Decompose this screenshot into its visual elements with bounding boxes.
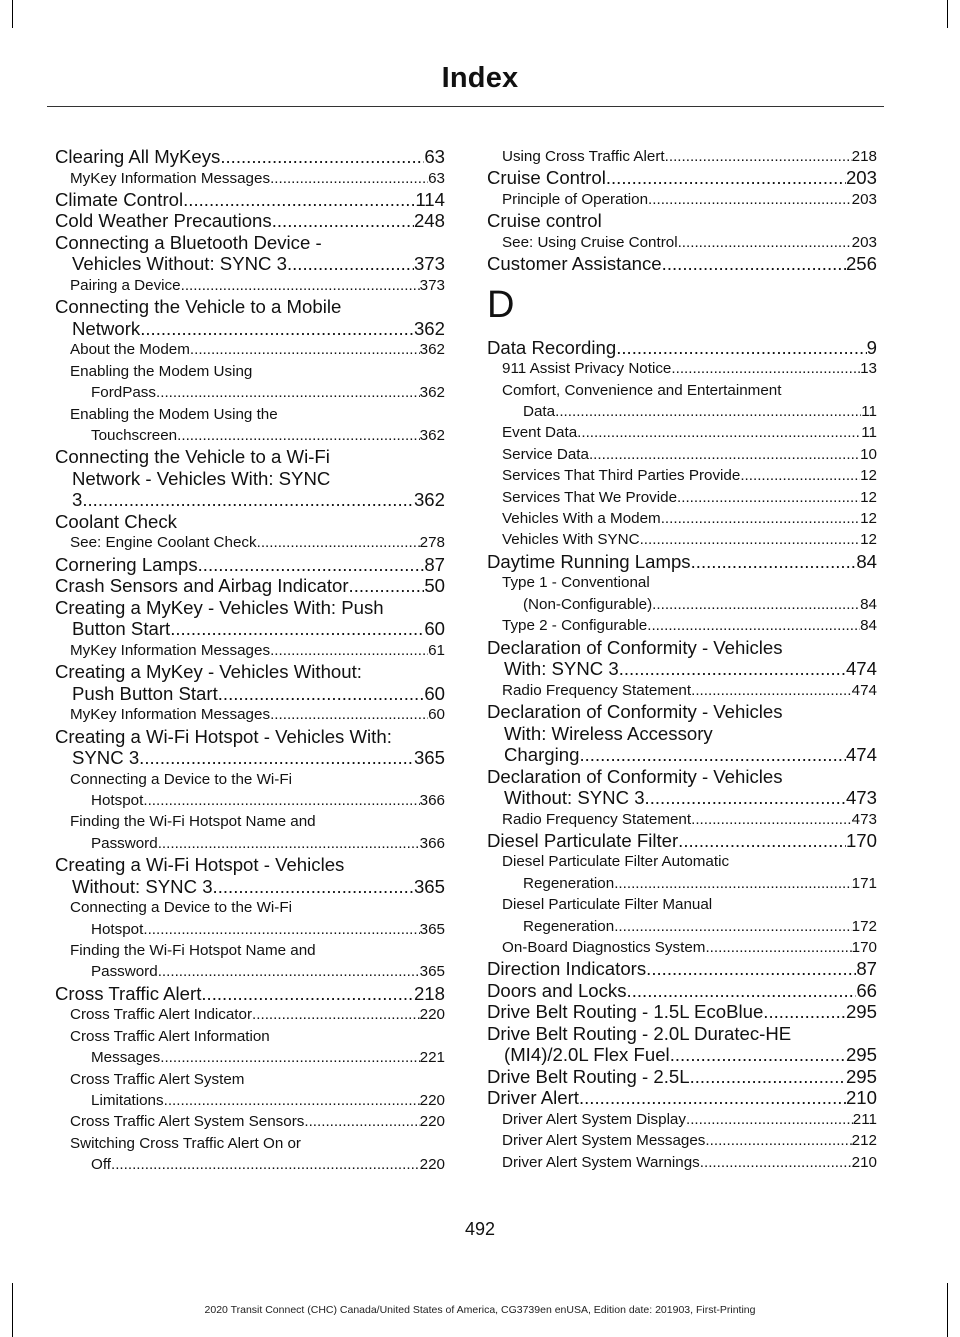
- entry-text-line: Comfort, Convenience and Entertainment: [502, 381, 782, 399]
- dot-leader: [616, 337, 866, 359]
- index-subentry: [487, 680, 877, 701]
- index-entry: [487, 980, 877, 1002]
- index-entry: [55, 854, 445, 897]
- index-subentry: [487, 444, 877, 465]
- index-entry: [55, 661, 445, 704]
- index-column-left: [55, 146, 445, 1176]
- page-reference: 10: [860, 445, 877, 463]
- dot-leader: [177, 425, 420, 446]
- entry-text-line: With: Wireless Accessory: [504, 722, 713, 744]
- entry-text-line: Diesel Particulate Filter: [487, 829, 679, 851]
- entry-text-line: Regeneration: [523, 874, 615, 892]
- page-reference: 256: [845, 253, 877, 275]
- page-reference: 220: [419, 1113, 445, 1131]
- entry-text-line: Declaration of Conformity - Vehicles: [487, 701, 783, 722]
- index-entry: [487, 167, 877, 189]
- entry-text-line: Hotspot: [91, 791, 144, 809]
- entry-text-line: Cross Traffic Alert Indicator: [70, 1006, 253, 1024]
- dot-leader: [143, 919, 419, 940]
- index-subentry: [55, 168, 445, 189]
- dot-leader: [678, 232, 852, 253]
- entry-text-line: Radio Frequency Statement: [502, 681, 692, 699]
- entry-text-line: Driver Alert System Messages: [502, 1132, 706, 1150]
- header-rule: [47, 106, 884, 107]
- page-reference: 295: [845, 1001, 877, 1023]
- page-reference: 220: [419, 1156, 445, 1174]
- page-reference: 218: [851, 148, 877, 165]
- page-reference: 203: [845, 167, 877, 189]
- dot-leader: [763, 1001, 846, 1023]
- page-reference: 61: [428, 641, 445, 659]
- dot-leader: [705, 937, 851, 958]
- entry-text-line: Type 2 - Configurable: [502, 617, 648, 635]
- entry-text-line: Cross Traffic Alert Information: [70, 1027, 270, 1045]
- dot-leader: [287, 253, 414, 275]
- page-reference: 366: [419, 791, 445, 809]
- page-reference: 474: [851, 681, 877, 699]
- dot-leader: [160, 1047, 419, 1068]
- entry-text-line: Connecting a Device to the Wi-Fi: [70, 899, 292, 917]
- page-reference: 366: [419, 834, 445, 852]
- index-subentry: [55, 1111, 445, 1132]
- index-entry: [487, 1023, 877, 1066]
- entry-text-line: Radio Frequency Statement: [502, 810, 692, 828]
- entry-text-line: Password: [91, 834, 158, 852]
- entry-text-line: Pairing a Device: [70, 276, 181, 294]
- dot-leader: [140, 318, 414, 340]
- entry-text-line: Crash Sensors and Airbag Indicator: [55, 575, 349, 597]
- page-reference: 220: [419, 1091, 445, 1109]
- page-reference: 84: [860, 595, 877, 613]
- page-reference: 473: [845, 787, 877, 808]
- index-entry: [55, 189, 445, 211]
- entry-text-line: 911 Assist Privacy Notice: [502, 360, 672, 378]
- page-title: Index: [441, 62, 519, 94]
- page-reference: 210: [845, 1087, 877, 1109]
- page-reference: 11: [861, 424, 877, 442]
- index-subentry: [55, 640, 445, 661]
- index-entry: [487, 1001, 877, 1023]
- entry-text-line: Cross Traffic Alert System Sensors: [70, 1113, 305, 1131]
- entry-text-line: MyKey Information Messages: [70, 169, 271, 187]
- dot-leader: [82, 489, 414, 511]
- dot-leader: [143, 790, 419, 811]
- entry-text-line: Vehicles With SYNC: [502, 531, 640, 549]
- dot-leader: [691, 809, 852, 830]
- index-subentry: [487, 487, 877, 508]
- page-reference: 373: [419, 276, 445, 294]
- page-reference: 218: [413, 982, 445, 1004]
- entry-text-line: On-Board Diagnostics System: [502, 939, 706, 957]
- index-entry: [55, 554, 445, 576]
- entry-text-line: Cornering Lamps: [55, 553, 198, 575]
- index-section-letter: D: [487, 283, 515, 326]
- dot-leader: [198, 554, 425, 576]
- entry-text-line: Services That We Provide: [502, 488, 678, 506]
- dot-leader: [158, 833, 420, 854]
- entry-text-line: Push Button Start: [72, 682, 218, 704]
- entry-text-line: Connecting a Bluetooth Device -: [55, 231, 322, 253]
- entry-text-line: Customer Assistance: [487, 253, 662, 275]
- dot-leader: [691, 551, 857, 573]
- page-reference: 171: [851, 874, 877, 892]
- index-entry: [55, 296, 445, 339]
- dot-leader: [252, 1004, 420, 1025]
- dot-leader: [619, 658, 846, 680]
- dot-leader: [648, 189, 852, 210]
- dot-leader: [589, 444, 860, 465]
- index-subentry: [487, 465, 877, 486]
- page-reference: 170: [851, 939, 877, 957]
- index-subentry: [487, 894, 877, 937]
- entry-text-line: Limitations: [91, 1091, 164, 1109]
- index-subentry: [487, 232, 877, 253]
- entry-text-line: Data Recording: [487, 336, 617, 358]
- page-reference: 63: [424, 146, 445, 167]
- entry-text-line: Regeneration: [523, 917, 615, 935]
- dot-leader: [665, 146, 852, 167]
- entry-text-line: Diesel Particulate Filter Manual: [502, 896, 713, 914]
- entry-text-line: Creating a Wi-Fi Hotspot - Vehicles With:: [55, 725, 392, 747]
- dot-leader: [690, 1066, 846, 1088]
- entry-text-line: Finding the Wi-Fi Hotspot Name and: [70, 813, 316, 831]
- page-reference: 9: [866, 336, 877, 358]
- page-reference: 365: [419, 963, 445, 981]
- index-subentry: [55, 361, 445, 404]
- entry-text-line: Cross Traffic Alert System: [70, 1070, 245, 1088]
- page-reference: 278: [419, 534, 445, 552]
- entry-text-line: FordPass: [91, 384, 156, 402]
- index-column-right: [487, 146, 877, 1173]
- entry-text-line: SYNC 3: [72, 747, 140, 769]
- entry-text-line: MyKey Information Messages: [70, 706, 271, 724]
- entry-text-line: Enabling the Modem Using: [70, 362, 253, 380]
- page-reference: 211: [852, 1110, 877, 1128]
- index-subentry: [487, 572, 877, 615]
- footer-edition-info: 2020 Transit Connect (CHC) Canada/United States of America, CG3739en enUSA, Edition date: 201903, First-Printing: [204, 1304, 756, 1316]
- dot-leader: [183, 189, 415, 211]
- dot-leader: [670, 1044, 846, 1066]
- entry-text-line: Cold Weather Precautions: [55, 210, 272, 232]
- entry-text-line: Using Cross Traffic Alert: [502, 148, 665, 165]
- page-reference: 203: [851, 190, 877, 208]
- entry-text-line: About the Modem: [70, 341, 190, 359]
- index-entry: [55, 146, 445, 168]
- index-subentry: [55, 897, 445, 940]
- index-subentry: [55, 811, 445, 854]
- dot-leader: [270, 704, 428, 725]
- dot-leader: [579, 744, 846, 766]
- entry-text-line: See: Using Cruise Control: [502, 233, 678, 251]
- entry-text-line: Drive Belt Routing - 2.5L: [487, 1065, 690, 1087]
- dot-leader: [671, 358, 860, 379]
- index-entry: [487, 637, 877, 680]
- index-subentry: [55, 1004, 445, 1025]
- entry-text-line: Cruise control: [487, 210, 602, 232]
- index-subentry: [55, 1026, 445, 1069]
- index-entry: [55, 446, 445, 511]
- entry-text-line: Service Data: [502, 445, 589, 463]
- index-subentry: [487, 358, 877, 379]
- index-subentry: [487, 422, 877, 443]
- page-reference: 362: [419, 426, 445, 444]
- entry-text-line: Cruise Control: [487, 167, 606, 189]
- index-entry: [55, 983, 445, 1005]
- page-reference: 362: [419, 384, 445, 402]
- dot-leader: [190, 339, 420, 360]
- entry-text-line: (MI4)/2.0L Flex Fuel: [504, 1044, 670, 1066]
- entry-text-line: Clearing All MyKeys: [55, 146, 221, 167]
- page-reference: 84: [856, 550, 877, 572]
- index-entry: [487, 1066, 877, 1088]
- dot-leader: [678, 830, 846, 852]
- entry-text-line: Touchscreen: [91, 426, 178, 444]
- index-entry: [55, 726, 445, 769]
- dot-leader: [156, 382, 420, 403]
- entry-text-line: See: Engine Coolant Check: [70, 534, 257, 552]
- page-reference: 362: [419, 341, 445, 359]
- dot-leader: [272, 210, 414, 232]
- entry-text-line: Type 1 - Conventional: [502, 574, 650, 592]
- page-reference: 87: [856, 958, 877, 980]
- entry-text-line: Network - Vehicles With: SYNC: [72, 467, 331, 489]
- dot-leader: [164, 1090, 420, 1111]
- page-reference: 12: [860, 488, 877, 506]
- crop-mark-top-left: [12, 0, 13, 28]
- page-reference: 12: [860, 510, 877, 528]
- dot-leader: [349, 575, 425, 597]
- dot-leader: [304, 1111, 419, 1132]
- dot-leader: [614, 873, 851, 894]
- entry-text-line: Declaration of Conformity - Vehicles: [487, 765, 783, 787]
- entry-text-line: Creating a MyKey - Vehicles Without:: [55, 661, 362, 683]
- entry-text-line: Coolant Check: [55, 510, 177, 532]
- index-subentry: [55, 704, 445, 725]
- entry-text-line: With: SYNC 3: [504, 658, 619, 680]
- entry-text-line: Diesel Particulate Filter Automatic: [502, 853, 730, 871]
- entry-text-line: Connecting the Vehicle to a Mobile: [55, 296, 342, 318]
- dot-leader: [661, 508, 860, 529]
- entry-text-line: Data: [523, 403, 556, 421]
- entry-text-line: Enabling the Modem Using the: [70, 405, 278, 423]
- index-subentry: [487, 1109, 877, 1130]
- page-reference: 12: [860, 531, 877, 549]
- index-subentry: [55, 275, 445, 296]
- dot-leader: [705, 1130, 851, 1151]
- page-reference: 365: [419, 920, 445, 938]
- dot-leader: [111, 1154, 420, 1175]
- dot-leader: [213, 876, 414, 898]
- dot-leader: [640, 529, 861, 550]
- index-subentry: [55, 339, 445, 360]
- entry-text-line: Principle of Operation: [502, 190, 649, 208]
- entry-text-line: Driver Alert: [487, 1087, 579, 1109]
- page-number: 492: [464, 1219, 496, 1239]
- entry-text-line: Driver Alert System Warnings: [502, 1153, 700, 1171]
- page-reference: 203: [851, 233, 877, 251]
- index-subentry: [55, 1133, 445, 1176]
- page-reference: 220: [419, 1006, 445, 1024]
- page-reference: 221: [419, 1049, 445, 1067]
- entry-text-line: Daytime Running Lamps: [487, 550, 691, 572]
- dot-leader: [647, 615, 860, 636]
- dot-leader: [139, 747, 414, 769]
- entry-text-line: Messages: [91, 1049, 161, 1067]
- entry-text-line: Off: [91, 1156, 111, 1174]
- dot-leader: [220, 146, 424, 168]
- index-subentry: [487, 146, 877, 167]
- page-reference: 60: [428, 706, 445, 724]
- entry-text-line: MyKey Information Messages: [70, 641, 271, 659]
- index-subentry: [55, 532, 445, 553]
- index-entry: [487, 830, 877, 852]
- entry-text-line: Cross Traffic Alert: [55, 982, 202, 1004]
- entry-text-line: Connecting a Device to the Wi-Fi: [70, 770, 292, 788]
- entry-text-line: Services That Third Parties Provide: [502, 467, 741, 485]
- index-entry: [487, 1087, 877, 1109]
- dot-leader: [691, 680, 852, 701]
- page-reference: 60: [424, 682, 445, 704]
- index-subentry: [487, 937, 877, 958]
- dot-leader: [646, 958, 856, 980]
- page-reference: 212: [851, 1132, 877, 1150]
- dot-leader: [652, 594, 860, 615]
- page-reference: 373: [413, 253, 445, 275]
- page-reference: 13: [860, 360, 877, 378]
- entry-text-line: Direction Indicators: [487, 958, 647, 980]
- dot-leader: [579, 1087, 846, 1109]
- entry-text-line: 3: [72, 489, 83, 511]
- index-subentry: [55, 404, 445, 447]
- dot-leader: [270, 640, 428, 661]
- entry-text-line: Button Start: [72, 618, 171, 640]
- page-reference: 210: [851, 1153, 877, 1171]
- index-subentry: [55, 769, 445, 812]
- crop-mark-top-right: [947, 0, 948, 28]
- page-reference: 50: [424, 575, 445, 597]
- index-subentry: [487, 809, 877, 830]
- page-reference: 172: [851, 917, 877, 935]
- index-entry: [487, 337, 877, 359]
- index-entry: [55, 511, 445, 533]
- page-reference: 295: [845, 1044, 877, 1066]
- entry-text-line: Event Data: [502, 424, 578, 442]
- index-subentry: [487, 380, 877, 423]
- dot-leader: [218, 683, 425, 705]
- index-entry: [487, 253, 877, 275]
- index-entry: [55, 597, 445, 640]
- index-entry: [55, 575, 445, 597]
- entry-text-line: Password: [91, 963, 158, 981]
- entry-text-line: Switching Cross Traffic Alert On or: [70, 1134, 301, 1152]
- index-entry: [487, 701, 877, 766]
- entry-text-line: Drive Belt Routing - 1.5L EcoBlue: [487, 1001, 764, 1023]
- index-entry: [487, 958, 877, 980]
- page-reference: 60: [424, 618, 445, 640]
- index-subentry: [55, 1069, 445, 1112]
- index-entry: [487, 766, 877, 809]
- index-subentry: [487, 189, 877, 210]
- index-subentry: [487, 508, 877, 529]
- page-reference: 12: [860, 467, 877, 485]
- dot-leader: [614, 916, 851, 937]
- entry-text-line: Drive Belt Routing - 2.0L Duratec-HE: [487, 1022, 792, 1044]
- entry-text-line: (Non-Configurable): [523, 595, 653, 613]
- dot-leader: [606, 167, 846, 189]
- dot-leader: [201, 983, 414, 1005]
- page-reference: 474: [845, 744, 877, 765]
- entry-text-line: Without: SYNC 3: [72, 875, 213, 897]
- page-reference: 474: [845, 658, 877, 680]
- page-reference: 473: [851, 810, 877, 828]
- index-subentry: [487, 529, 877, 550]
- dot-leader: [257, 532, 420, 553]
- page-reference: 362: [413, 489, 445, 511]
- index-subentry: [487, 851, 877, 894]
- dot-leader: [677, 487, 860, 508]
- page-reference: 11: [861, 403, 877, 421]
- entry-text-line: Climate Control: [55, 188, 184, 210]
- entry-text-line: Network: [72, 317, 141, 339]
- entry-text-line: Finding the Wi-Fi Hotspot Name and: [70, 942, 316, 959]
- dot-leader: [700, 1152, 852, 1173]
- page-reference: 295: [845, 1065, 877, 1087]
- index-subentry: [487, 1130, 877, 1151]
- entry-text-line: Creating a MyKey - Vehicles With: Push: [55, 596, 384, 618]
- dot-leader: [662, 253, 846, 275]
- index-subentry: [55, 940, 445, 983]
- dot-leader: [740, 465, 860, 486]
- index-entry: [487, 210, 877, 232]
- dot-leader: [686, 1109, 853, 1130]
- page-reference: 362: [413, 317, 445, 339]
- dot-leader: [181, 275, 420, 296]
- page-reference: 63: [428, 169, 445, 187]
- entry-text-line: Declaration of Conformity - Vehicles: [487, 636, 783, 658]
- entry-text-line: Vehicles With a Modem: [502, 510, 661, 528]
- index-entry: [487, 551, 877, 573]
- dot-leader: [270, 168, 428, 189]
- entry-text-line: Vehicles Without: SYNC 3: [72, 253, 287, 275]
- entry-text-line: Creating a Wi-Fi Hotspot - Vehicles: [55, 854, 345, 876]
- entry-text-line: Doors and Locks: [487, 979, 627, 1001]
- page-reference: 365: [413, 747, 445, 769]
- index-entry: [55, 210, 445, 232]
- dot-leader: [158, 961, 420, 982]
- entry-text-line: Driver Alert System Display: [502, 1110, 686, 1128]
- entry-text-line: Without: SYNC 3: [504, 787, 645, 808]
- page-reference: 66: [856, 979, 877, 1001]
- entry-text-line: Connecting the Vehicle to a Wi-Fi: [55, 446, 330, 468]
- page-reference: 365: [413, 875, 445, 897]
- dot-leader: [645, 787, 846, 809]
- index-entry: [55, 232, 445, 275]
- entry-text-line: Hotspot: [91, 920, 144, 938]
- entry-text-line: Charging: [504, 744, 580, 765]
- page-reference: 84: [860, 617, 877, 635]
- dot-leader: [577, 422, 861, 443]
- dot-leader: [627, 980, 857, 1002]
- dot-leader: [170, 618, 424, 640]
- page-reference: 87: [424, 553, 445, 575]
- index-subentry: [487, 1152, 877, 1173]
- index-subentry: [487, 615, 877, 636]
- page-reference: 114: [415, 188, 445, 210]
- page-reference: 170: [845, 829, 877, 851]
- dot-leader: [555, 401, 861, 422]
- page-reference: 248: [413, 210, 445, 232]
